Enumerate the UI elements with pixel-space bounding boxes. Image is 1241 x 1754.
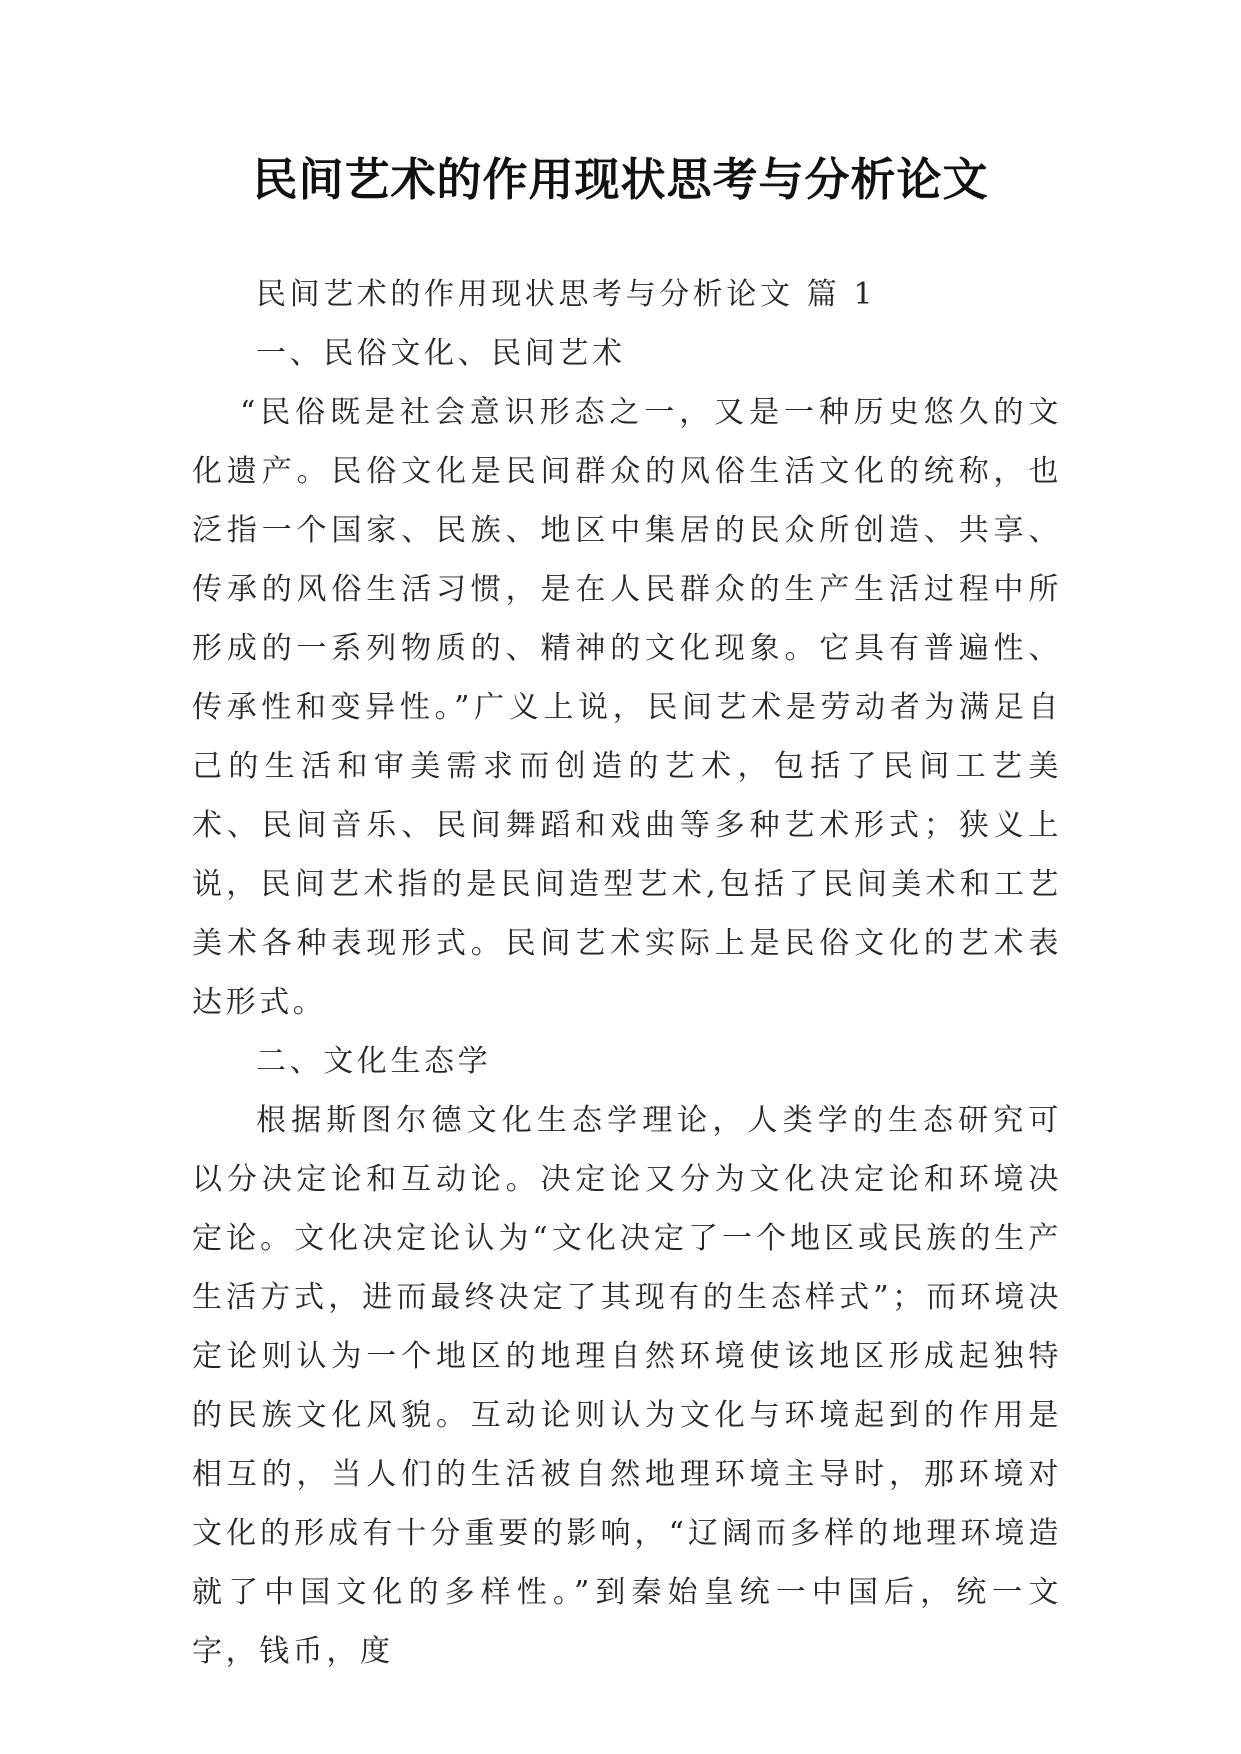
paragraph-folk-culture: “民俗既是社会意识形态之一，又是一种历史悠久的文化遗产。民俗文化是民间群众的风俗生活文化的统称，也泛指一个国家、民族、地区中集居的民众所创造、共享、传承的风俗生活习惯，是在人民群众的生产生活过程中所形成的一系列物质的、精神的文化现象。它具有普遍性、传承性和变异性。”广义上说，民间艺术是劳动者为满足自己的生活和审美需求而创造的艺术，包括了民间工艺美术、民间音乐、民间舞蹈和戏曲等多种艺术形式；狭义上说，民间艺术指的是民间造型艺术,包括了民间美术和工艺美术各种表现形式。民间艺术实际上是民俗文化的艺术表达形式。 [192, 395, 1062, 1020]
heading-cultural-ecology: 二、文化生态学 [256, 1044, 492, 1079]
document-title: 民间艺术的作用现状思考与分析论文 [252, 153, 989, 206]
paragraph-cultural-ecology: 根据斯图尔德文化生态学理论，人类学的生态研究可以分决定论和互动论。决定论又分为文化决定论和环境决定论。文化决定论认为“文化决定了一个地区或民族的生产生活方式，进而最终决定了其现有的生态样式”；而环境决定论则认为一个地区的地理自然环境使该地区形成起独特的民族文化风貌。互动论则认为文化与环境起到的作用是相互的，当人们的生活被自然地理环境主导时，那环境对文化的形成有十分重要的影响，“辽阔而多样的地理环境造就了中国文化的多样性。”到秦始皇统一中国后，统一文字，钱币，度 [192, 1103, 1062, 1669]
heading-folk-culture: 一、民俗文化、民间艺术 [256, 336, 626, 371]
document-body [192, 265, 1062, 1681]
section-heading: 民间艺术的作用现状思考与分析论文 篇 1 [256, 277, 877, 312]
